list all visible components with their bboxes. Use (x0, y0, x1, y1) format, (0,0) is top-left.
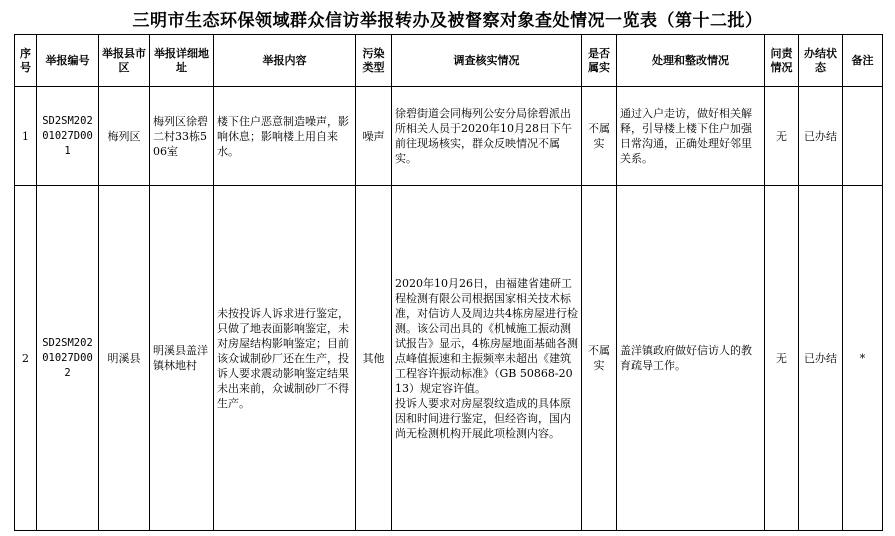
investigation-paragraph: 2020年10月26日，由福建省建研工程检测有限公司根据国家相关技术标准，对信访人及周边共4栋房屋进行检测。该公司出具的《机械施工振动测试报告》显示，4栋房屋地面基础各测点峰值振速和主振频率未超出《建筑工程容许振动标准》（GB 50868-2013）规定容许值。 (395, 276, 578, 395)
header-handling: 处理和整改情况 (617, 35, 765, 87)
cell-investigation (392, 186, 582, 531)
header-accountability: 问责情况 (765, 35, 799, 87)
header-content: 举报内容 (214, 35, 356, 87)
cell-investigation: 徐碧街道会同梅列公安分局徐碧派出所相关人员于2020年10月28日下午前往现场核实，群众反映情况不属实。 (392, 87, 582, 186)
cell-remark (843, 87, 883, 186)
cell-content: 未按投诉人诉求进行鉴定，只做了地表面影响鉴定，未对房屋结构影响鉴定；目前该众诚制砂厂还在生产，投诉人要求震动影响鉴定结果未出来前，众诚制砂厂不得生产。 (214, 186, 356, 531)
cell-handling: 盖洋镇政府做好信访人的教育疏导工作。 (617, 186, 765, 531)
header-county: 举报县市区 (99, 35, 150, 87)
cell-is-true: 不属实 (582, 186, 617, 531)
cell-report-no: SD2SM20201027D002 (37, 186, 99, 531)
cell-pollution-type: 噪声 (356, 87, 392, 186)
header-report-no: 举报编号 (37, 35, 99, 87)
cell-is-true: 不属实 (582, 87, 617, 186)
cell-pollution-type: 其他 (356, 186, 392, 531)
report-table (14, 34, 883, 531)
cell-county: 明溪县 (99, 186, 150, 531)
cell-handling: 通过入户走访，做好相关解释，引导楼上楼下住户加强日常沟通，正确处理好邻里关系。 (617, 87, 765, 186)
cell-status: 已办结 (799, 186, 843, 531)
cell-seq: 1 (15, 87, 37, 186)
cell-accountability: 无 (765, 186, 799, 531)
header-pollution-type: 污染类型 (356, 35, 392, 87)
header-status: 办结状态 (799, 35, 843, 87)
cell-content: 楼下住户恶意制造噪声，影响休息；影响楼上用自来水。 (214, 87, 356, 186)
header-address: 举报详细地址 (150, 35, 214, 87)
header-remark: 备注 (843, 35, 883, 87)
table-row (15, 186, 883, 531)
table-row (15, 87, 883, 186)
header-is-true: 是否属实 (582, 35, 617, 87)
page-title: 三明市生态环保领域群众信访举报转办及被督察对象查处情况一览表（第十二批） (132, 11, 763, 31)
header-seq: 序号 (15, 35, 37, 87)
cell-report-no: SD2SM20201027D001 (37, 87, 99, 186)
cell-county: 梅列区 (99, 87, 150, 186)
cell-address: 梅列区徐碧二村33栋506室 (150, 87, 214, 186)
cell-accountability: 无 (765, 87, 799, 186)
cell-address: 明溪县盖洋镇林地村 (150, 186, 214, 531)
cell-seq: 2 (15, 186, 37, 531)
cell-status: 已办结 (799, 87, 843, 186)
investigation-paragraph: 投诉人要求对房屋裂纹造成的具体原因和时间进行鉴定，但经咨询，国内尚无检测机构开展此项检测内容。 (395, 396, 571, 440)
table-header-row (15, 35, 883, 87)
cell-remark: * (843, 186, 883, 531)
header-investigation: 调查核实情况 (392, 35, 582, 87)
